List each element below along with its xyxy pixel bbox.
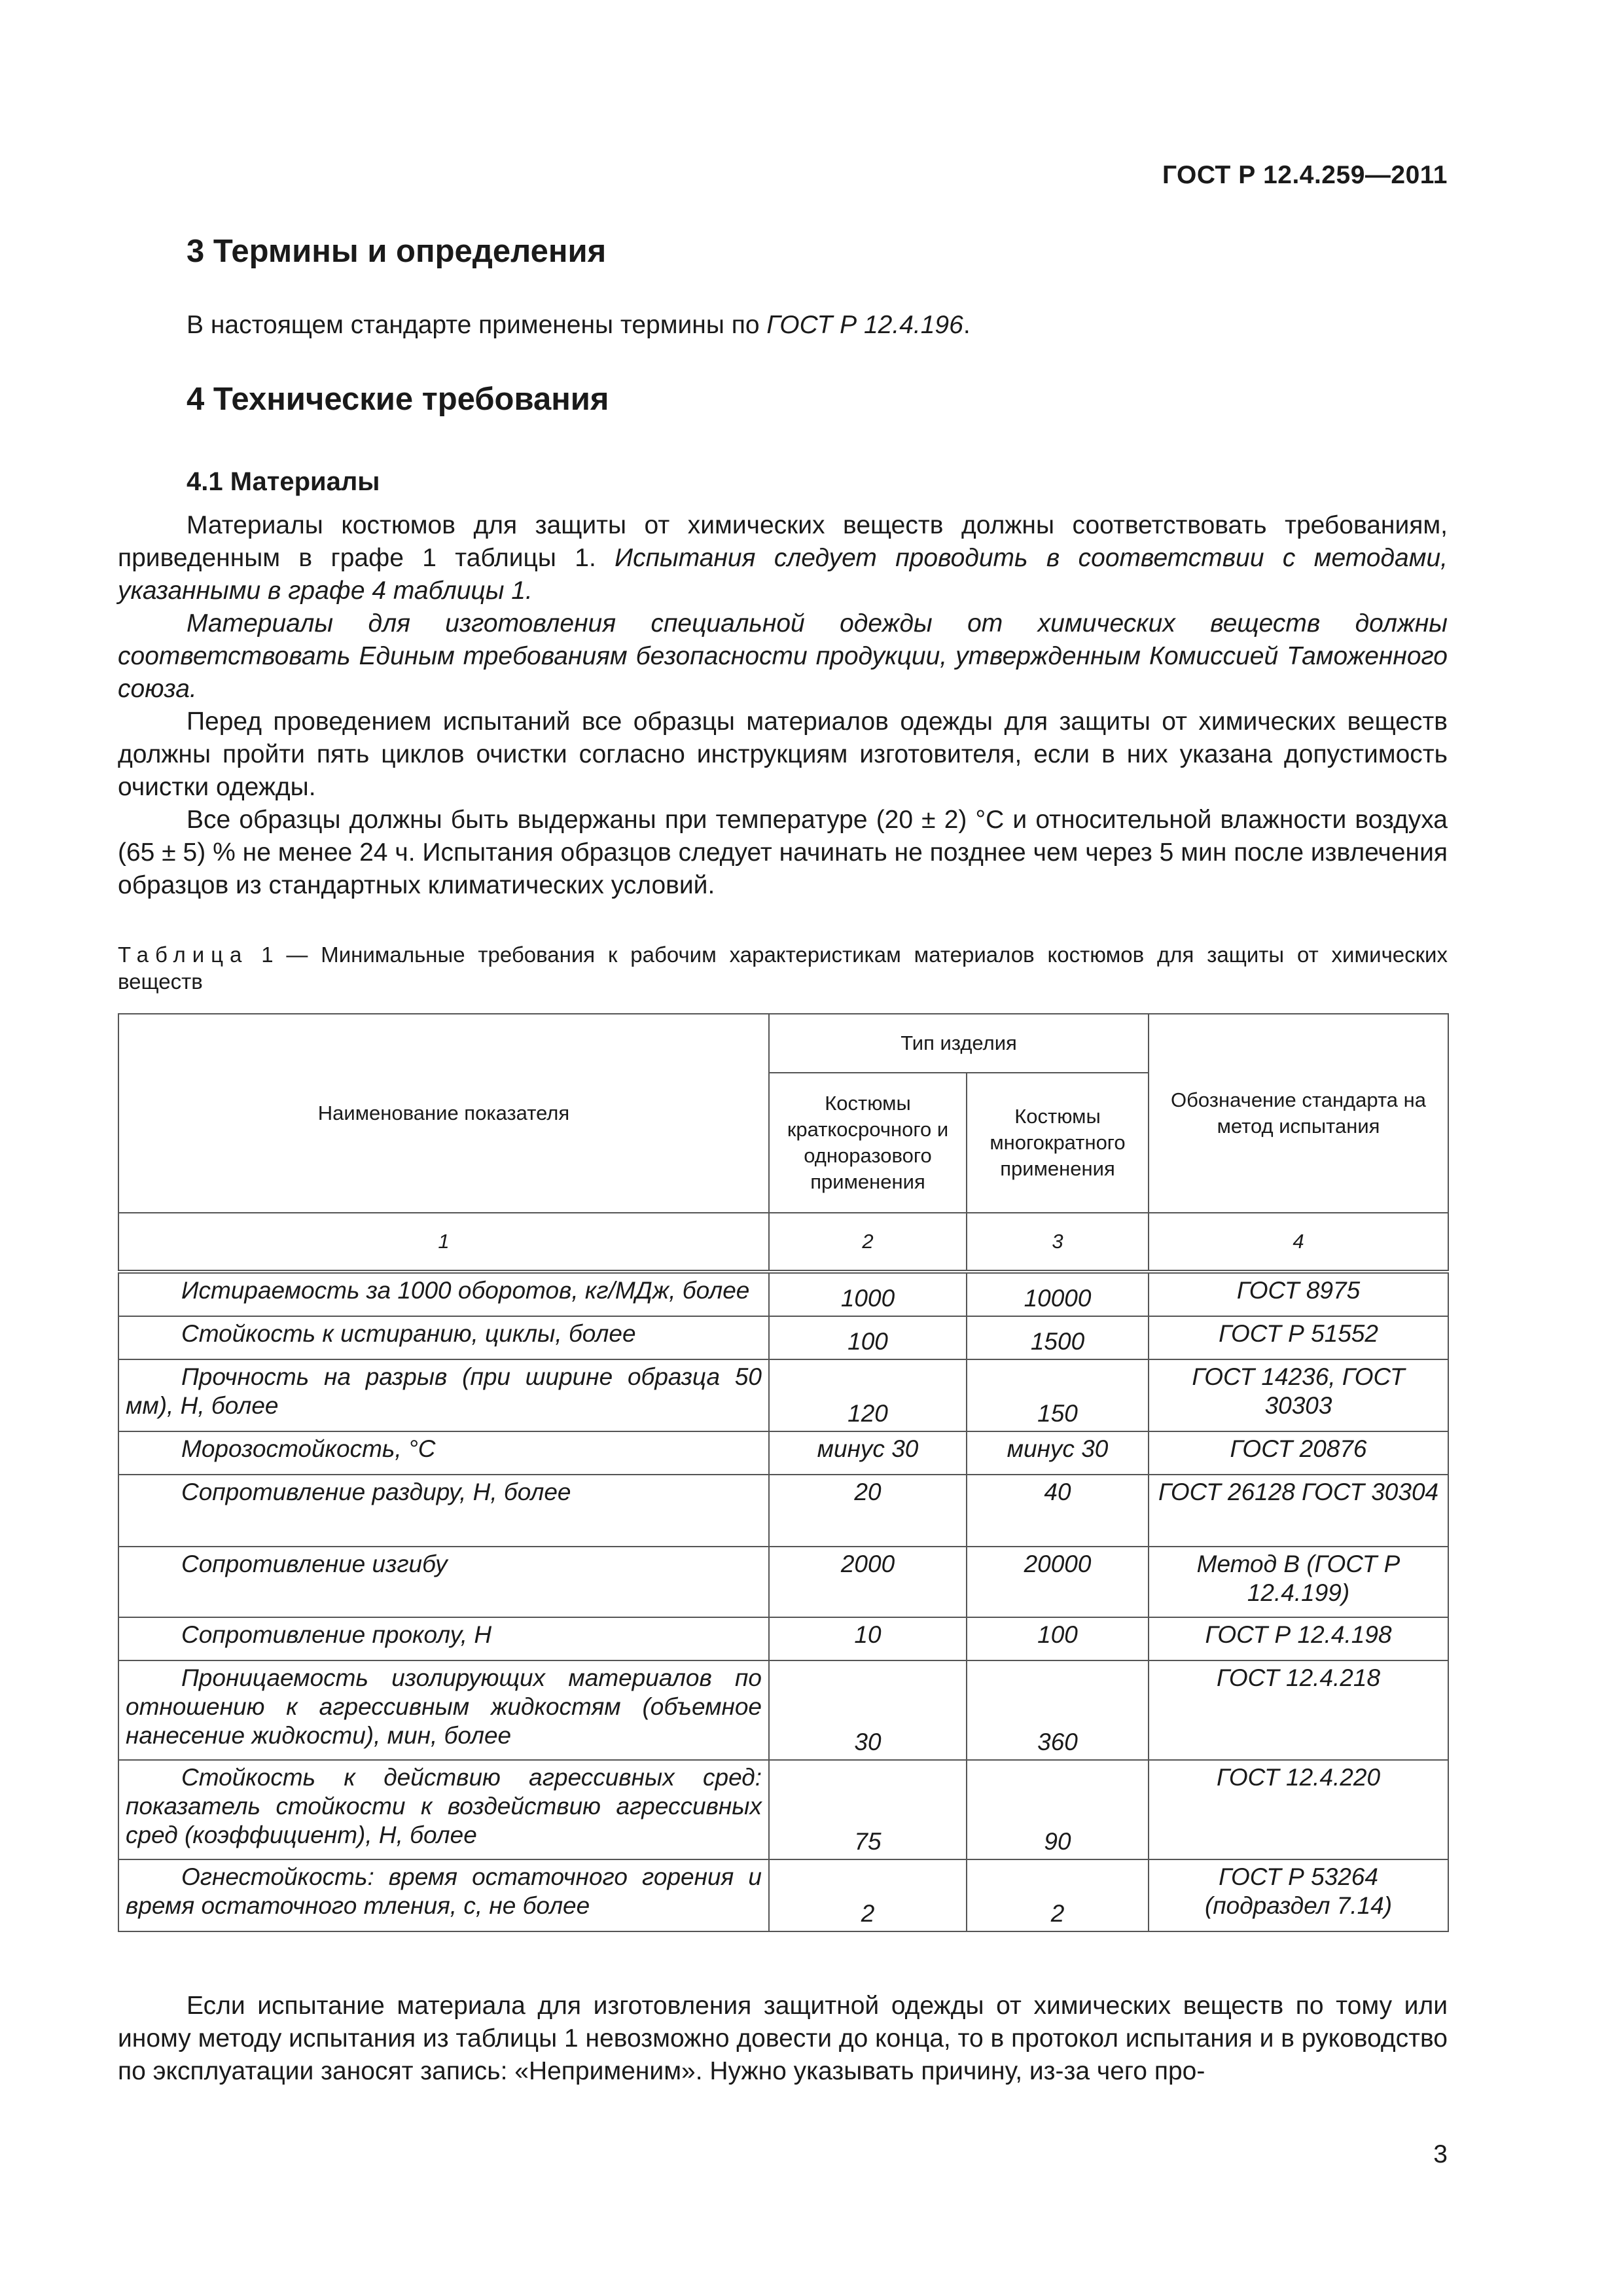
row-parameter: Истираемость за 1000 оборотов, кг/МДж, более — [118, 1272, 769, 1316]
row-test-standard: ГОСТ Р 12.4.198 — [1149, 1617, 1448, 1660]
paragraph-conditioning: Все образцы должны быть выдержаны при температуре (20 ± 2) °С и относительной влажности воздуха (65 ± 5) % не менее 24 ч. Испытания образцов следует начинать не позднее чем через 5 мин после извлечения образцов из стандартных климатических условий. — [118, 806, 1448, 899]
paragraph-cleaning-cycles: Перед проведением испытаний все образцы материалов одежды для защиты от химических веществ должны пройти пять циклов очистки согласно инструкциям изготовителя, если в них указана допустимость очистки одежды. — [118, 708, 1448, 801]
row-short-term-value: 10 — [769, 1617, 967, 1660]
row-short-term-value: 20 — [769, 1475, 967, 1547]
page-number: 3 — [1433, 2140, 1448, 2168]
row-short-term-value: 100 — [769, 1316, 967, 1359]
row-test-standard: ГОСТ Р 53264 (подраздел 7.14) — [1149, 1859, 1448, 1931]
row-test-standard: ГОСТ 12.4.220 — [1149, 1760, 1448, 1859]
row-parameter: Сопротивление раздиру, Н, более — [118, 1475, 769, 1547]
row-short-term-value: минус 30 — [769, 1431, 967, 1475]
header-short-term-suits: Костюмы краткосрочного и одноразового применения — [769, 1073, 967, 1213]
row-parameter: Прочность на разрыв (при ширине образца 50 мм), Н, более — [118, 1359, 769, 1431]
header-test-method: Обозначение стандарта на метод испытания — [1149, 1014, 1448, 1213]
section-3-reference: ГОСТ Р 12.4.196 — [766, 311, 963, 339]
paragraph-not-applicable: Если испытание материала для изготовления защитной одежды от химических веществ по тому или иному методу испытания из таблицы 1 невозможно довести до конца, то в протокол испытания и в руководство по эксплуатации заносят запись: «Неприменим». Нужно указывать причину, из-за чего про- — [118, 1992, 1448, 2085]
table-row — [118, 1547, 1448, 1617]
paragraph-materials-normal: Материалы костюмов для защиты от химических веществ должны соответствовать требованиям, приведенным в графе 1 таблицы 1. — [118, 511, 1448, 572]
column-number: 2 — [769, 1213, 967, 1272]
row-test-standard: ГОСТ 20876 — [1149, 1431, 1448, 1475]
row-reusable-value: минус 30 — [967, 1431, 1149, 1475]
paragraph-materials-italic: Испытания следует проводить в соответствии с методами, указанными в графе 4 таблицы 1. — [118, 544, 1448, 605]
table-row — [118, 1617, 1448, 1660]
table-row — [118, 1859, 1448, 1931]
row-test-standard: ГОСТ Р 51552 — [1149, 1316, 1448, 1359]
row-short-term-value: 120 — [769, 1359, 967, 1431]
section-3-text-before: В настоящем стандарте применены термины по — [187, 311, 767, 339]
row-reusable-value: 90 — [967, 1760, 1149, 1859]
table-row — [118, 1475, 1448, 1547]
paragraph-materials-requirements — [118, 509, 1448, 607]
row-test-standard: ГОСТ 14236, ГОСТ 30303 — [1149, 1359, 1448, 1431]
section-4-heading: 4 Технические требования — [187, 382, 609, 417]
row-short-term-value: 1000 — [769, 1272, 967, 1316]
row-parameter: Морозостойкость, °С — [118, 1431, 769, 1475]
table-row — [118, 1431, 1448, 1475]
row-test-standard: Метод В (ГОСТ Р 12.4.199) — [1149, 1547, 1448, 1617]
row-parameter: Огнестойкость: время остаточного горения и время остаточного тления, с, не более — [118, 1859, 769, 1931]
column-number: 4 — [1149, 1213, 1448, 1272]
row-reusable-value: 150 — [967, 1359, 1149, 1431]
row-reusable-value: 20000 — [967, 1547, 1149, 1617]
row-reusable-value: 40 — [967, 1475, 1149, 1547]
row-short-term-value: 2000 — [769, 1547, 967, 1617]
header-parameter-name: Наименование показателя — [118, 1014, 769, 1213]
row-short-term-value: 2 — [769, 1859, 967, 1931]
row-reusable-value: 360 — [967, 1660, 1149, 1760]
table-row — [118, 1359, 1448, 1431]
column-number: 1 — [118, 1213, 769, 1272]
column-number: 3 — [967, 1213, 1149, 1272]
row-test-standard: ГОСТ 8975 — [1149, 1272, 1448, 1316]
row-parameter: Стойкость к истиранию, циклы, более — [118, 1316, 769, 1359]
table-caption — [118, 941, 1448, 995]
section-3-heading: 3 Термины и определения — [187, 234, 607, 269]
requirements-table — [118, 1013, 1449, 1932]
row-reusable-value: 10000 — [967, 1272, 1149, 1316]
section-3-text — [187, 309, 1448, 342]
document-code: ГОСТ Р 12.4.259—2011 — [1162, 161, 1448, 189]
table-row — [118, 1272, 1448, 1316]
row-short-term-value: 30 — [769, 1660, 967, 1760]
table-row — [118, 1316, 1448, 1359]
row-parameter: Проницаемость изолирующих материалов по отношению к агрессивным жидкостям (объемное нанесение жидкости), мин, более — [118, 1660, 769, 1760]
paragraph-customs-union: Материалы для изготовления специальной одежды от химических веществ должны соответствовать Единым требованиям безопасности продукции, утвержденным Комиссией Таможенного союза. — [118, 609, 1448, 703]
table-row — [118, 1660, 1448, 1760]
table-caption-text: 1 — Минимальные требования к рабочим характеристикам материалов костюмов для защиты от химических веществ — [118, 942, 1448, 994]
row-short-term-value: 75 — [769, 1760, 967, 1859]
header-product-type: Тип изделия — [769, 1014, 1149, 1073]
row-parameter: Сопротивление проколу, Н — [118, 1617, 769, 1660]
row-test-standard: ГОСТ 12.4.218 — [1149, 1660, 1448, 1760]
row-reusable-value: 2 — [967, 1859, 1149, 1931]
row-parameter: Стойкость к действию агрессивных сред: показатель стойкости к воздействию агрессивных сред (коэффициент), Н, более — [118, 1760, 769, 1859]
section-3-text-after: . — [963, 311, 971, 339]
table-row — [118, 1760, 1448, 1859]
row-reusable-value: 1500 — [967, 1316, 1149, 1359]
row-reusable-value: 100 — [967, 1617, 1149, 1660]
row-test-standard: ГОСТ 26128 ГОСТ 30304 — [1149, 1475, 1448, 1547]
header-reusable-suits: Костюмы многократного применения — [967, 1073, 1149, 1213]
table-caption-word: Таблица — [118, 942, 249, 967]
column-number-row — [118, 1213, 1448, 1272]
row-parameter: Сопротивление изгибу — [118, 1547, 769, 1617]
subsection-4-1-heading: 4.1 Материалы — [187, 467, 380, 496]
